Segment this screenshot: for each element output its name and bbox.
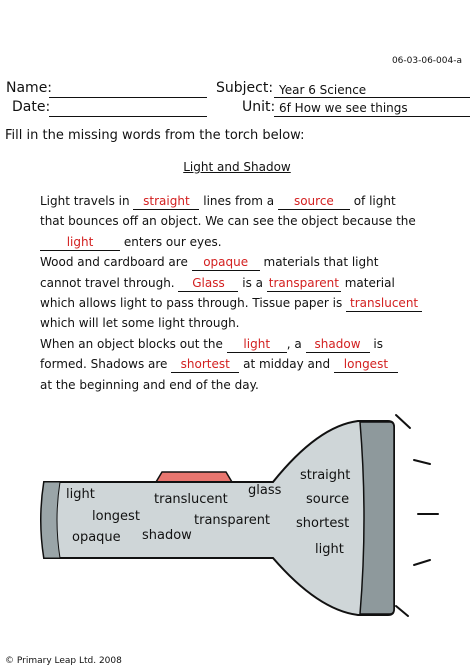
torch-switch-icon — [156, 472, 232, 482]
passage-text: that bounces off an object. We can see the object because the — [40, 214, 416, 229]
passage-line — [40, 232, 470, 252]
passage-text: which allows light to pass through. Tissue paper is — [40, 295, 343, 310]
passage-line — [40, 252, 470, 272]
passage-text: of light — [353, 194, 396, 208]
answer-blank[interactable]: longest — [334, 357, 398, 373]
passage-line — [40, 313, 470, 333]
light-rays-icon — [396, 415, 438, 616]
passage — [40, 191, 470, 395]
torch-endcap-icon — [41, 482, 60, 558]
passage-text: , a — [286, 336, 302, 351]
date-label: Date: — [12, 99, 51, 115]
passage-line — [40, 334, 470, 354]
torch-word: light — [66, 487, 95, 502]
copyright-footer: © Primary Leap Ltd. 2008 — [5, 656, 122, 666]
torch-word: straight — [300, 468, 351, 483]
answer-blank[interactable]: shadow — [306, 337, 370, 353]
answer-blank[interactable]: source — [278, 194, 350, 210]
answer-blank[interactable]: transparent — [268, 275, 339, 290]
passage-line — [40, 354, 470, 374]
passage-text: enters our eyes. — [123, 234, 222, 249]
passage-text: formed. Shadows are — [40, 357, 168, 372]
passage-text: is — [373, 336, 383, 351]
answer-blank[interactable]: light — [227, 337, 287, 353]
answer-blank[interactable]: Glass — [178, 276, 238, 292]
unit-label: Unit: — [242, 99, 276, 115]
passage-line — [40, 191, 470, 211]
torch-word: source — [306, 492, 350, 507]
passage-line — [40, 375, 470, 395]
subject-label: Subject: — [216, 80, 274, 96]
torch-word: translucent — [154, 492, 228, 507]
name-field[interactable] — [49, 97, 207, 98]
passage-text: at midday and — [243, 357, 331, 372]
subject-value: Year 6 Science — [279, 83, 367, 97]
torch-word: shadow — [142, 528, 192, 543]
torch-word: shortest — [296, 516, 350, 531]
passage-text: Wood and cardboard are — [40, 255, 188, 270]
passage-text: at the beginning and end of the day. — [40, 377, 259, 392]
date-field[interactable] — [49, 116, 207, 117]
passage-line — [40, 211, 470, 231]
passage-line — [40, 293, 470, 313]
torch-word: glass — [248, 483, 282, 498]
passage-text: cannot travel through. — [40, 275, 175, 290]
passage-text: materials that light — [263, 255, 379, 270]
answer-blank[interactable]: straight — [133, 194, 199, 210]
answer-blank[interactable]: opaque — [192, 255, 260, 271]
answer-blank[interactable]: translucent — [346, 296, 422, 312]
name-label: Name: — [6, 80, 53, 96]
passage-text: Light travels in — [40, 194, 130, 208]
worksheet-title: Light and Shadow — [183, 160, 291, 174]
passage-text: is a — [242, 275, 264, 290]
passage-text: When an object blocks out the — [40, 336, 223, 351]
torch-word: longest — [92, 509, 140, 524]
unit-value: 6f How we see things — [279, 101, 408, 115]
torch-word: transparent — [194, 513, 271, 528]
instruction-text: Fill in the missing words from the torch below: — [5, 128, 305, 143]
subject-field — [274, 97, 470, 98]
document-code: 06-03-06-004-a — [391, 56, 462, 66]
passage-line — [40, 273, 470, 293]
unit-field — [274, 116, 470, 117]
answer-blank[interactable]: shortest — [171, 357, 239, 373]
passage-text: material — [344, 275, 395, 290]
answer-blank[interactable]: light — [40, 235, 120, 251]
passage-text: lines from a — [203, 194, 275, 208]
passage-text: which will let some light through. — [40, 316, 240, 331]
torch-lens-icon — [360, 422, 394, 614]
torch-illustration — [38, 410, 448, 645]
torch-word: opaque — [72, 530, 121, 545]
torch-word: light — [315, 542, 344, 557]
